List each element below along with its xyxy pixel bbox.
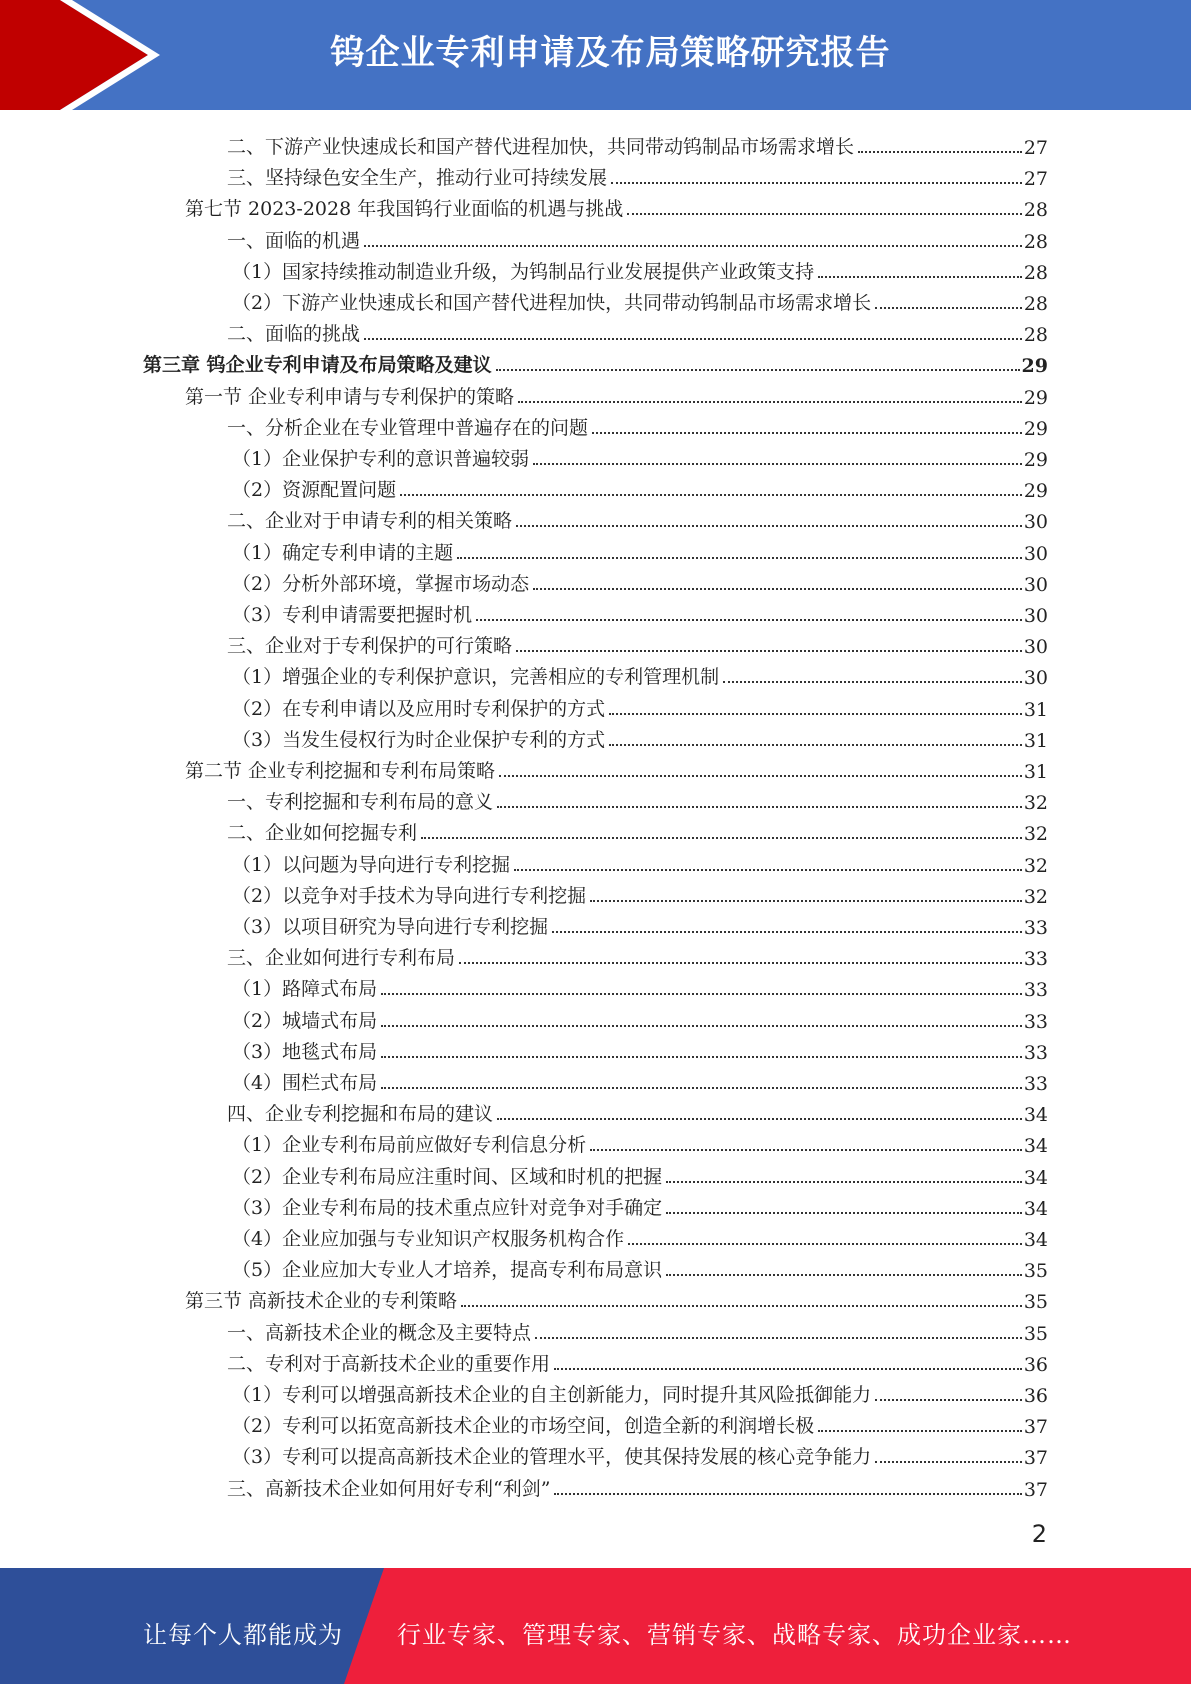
toc-dot-leader <box>818 275 1022 278</box>
toc-entry[interactable] <box>232 1251 1048 1282</box>
toc-entry[interactable] <box>232 471 1048 502</box>
toc-entry-page: 34 <box>1023 1229 1048 1251</box>
toc-entry-title: （3）地毯式布局 <box>232 1040 378 1063</box>
toc-entry[interactable] <box>232 1189 1048 1220</box>
toc-entry-page: 36 <box>1023 1385 1048 1407</box>
toc-entry[interactable] <box>232 596 1048 627</box>
toc-dot-leader <box>364 337 1022 340</box>
toc-entry[interactable] <box>232 658 1048 689</box>
toc-dot-leader <box>554 1367 1022 1370</box>
toc-entry-page: 35 <box>1023 1322 1048 1345</box>
footer-slogan-right: 行业专家、管理专家、营销专家、战略专家、成功企业家…… <box>397 1621 1072 1649</box>
toc-entry-page: 34 <box>1023 1104 1048 1127</box>
toc-dot-leader <box>818 1429 1022 1432</box>
toc-entry[interactable] <box>185 190 1048 221</box>
toc-entry-page: 28 <box>1023 324 1048 347</box>
toc-entry-page: 30 <box>1023 605 1048 627</box>
toc-entry-page: 27 <box>1023 168 1048 191</box>
toc-dot-leader <box>533 462 1022 465</box>
toc-entry-page: 28 <box>1023 261 1048 284</box>
toc-entry[interactable] <box>185 752 1048 783</box>
toc-entry-title: 第七节 2023-2028 年我国钨行业面临的机遇与挑战 <box>185 198 624 221</box>
toc-dot-leader <box>497 805 1022 808</box>
toc-entry-title: 三、企业对于专利保护的可行策略 <box>227 635 513 658</box>
toc-entry[interactable] <box>227 627 1048 658</box>
toc-entry-title: 一、专利挖掘和专利布局的意义 <box>227 791 494 814</box>
toc-entry[interactable] <box>227 1345 1048 1376</box>
toc-dot-leader <box>476 618 1022 621</box>
toc-entry-page: 34 <box>1023 1135 1048 1158</box>
toc-entry-title: 三、高新技术企业如何用好专利“利剑” <box>227 1477 551 1500</box>
toc-dot-leader <box>496 368 1020 371</box>
toc-entry-title: 一、面临的机遇 <box>227 229 361 252</box>
toc-entry-page: 29 <box>1023 386 1048 409</box>
toc-entry[interactable] <box>143 346 1048 377</box>
toc-entry-page: 30 <box>1023 636 1048 659</box>
toc-entry-title: （5）企业应加大专业人才培养，提高专利布局意识 <box>232 1259 663 1282</box>
toc-entry-title: （2）企业专利布局应注重时间、区域和时机的把握 <box>232 1165 663 1188</box>
toc-dot-leader <box>554 1492 1021 1495</box>
toc-entry-title: （2）城墙式布局 <box>232 1009 378 1032</box>
toc-entry-title: 第三章 钨企业专利申请及布局策略及建议 <box>143 354 492 377</box>
toc-dot-leader <box>592 431 1022 434</box>
toc-entry-title: 四、企业专利挖掘和布局的建议 <box>227 1103 494 1126</box>
toc-entry-page: 30 <box>1023 667 1048 690</box>
toc-dot-leader <box>611 181 1022 184</box>
toc-dot-leader <box>590 1148 1022 1151</box>
toc-entry-title: （2）分析外部环境，掌握市场动态 <box>232 572 530 595</box>
toc-entry[interactable] <box>227 409 1048 440</box>
toc-entry-page: 28 <box>1023 230 1048 253</box>
toc-entry-page: 32 <box>1023 792 1048 815</box>
toc-entry[interactable] <box>232 284 1048 315</box>
toc-entry[interactable] <box>232 1033 1048 1064</box>
toc-entry-title: （2）专利可以拓宽高新技术企业的市场空间，创造全新的利润增长极 <box>232 1415 815 1438</box>
toc-entry-page: 33 <box>1023 917 1048 939</box>
toc-entry-page: 29 <box>1023 449 1048 471</box>
toc-entry-title: （1）路障式布局 <box>232 978 378 1001</box>
toc-dot-leader <box>381 1024 1022 1027</box>
toc-entry[interactable] <box>227 939 1048 970</box>
footer-slogan-left: 让每个人都能成为 <box>143 1621 343 1649</box>
toc-entry-page: 29 <box>1021 355 1048 378</box>
toc-dot-leader <box>497 1117 1022 1120</box>
toc-entry-title: 二、专利对于高新技术企业的重要作用 <box>227 1352 551 1375</box>
toc-dot-leader <box>627 212 1022 215</box>
toc-entry-title: （2）下游产业快速成长和国产替代进程加快，共同带动钨制品市场需求增长 <box>232 292 872 314</box>
toc-entry-page: 32 <box>1023 854 1048 877</box>
toc-entry-page: 31 <box>1023 698 1048 721</box>
toc-entry-page: 30 <box>1023 511 1048 534</box>
toc-entry-page: 28 <box>1023 293 1048 315</box>
toc-dot-leader <box>516 524 1022 527</box>
toc-entry-title: （1）企业保护专利的意识普遍较弱 <box>232 448 530 470</box>
toc-entry[interactable] <box>232 970 1048 1001</box>
toc-entry-title: （2）以竞争对手技术为导向进行专利挖掘 <box>232 884 587 907</box>
toc-entry[interactable] <box>227 315 1048 346</box>
toc-dot-leader <box>421 836 1022 839</box>
toc-entry[interactable] <box>227 159 1048 190</box>
toc-entry-title: （1）专利可以增强高新技术企业的自主创新能力，同时提升其风险抵御能力 <box>232 1384 872 1406</box>
toc-entry[interactable] <box>227 783 1048 814</box>
toc-dot-leader <box>875 1460 1022 1463</box>
toc-dot-leader <box>457 556 1022 559</box>
toc-entry[interactable] <box>232 690 1048 721</box>
toc-entry[interactable] <box>227 1095 1048 1126</box>
toc-entry-title: （3）专利申请需要把握时机 <box>232 604 473 626</box>
toc-entry-title: （3）企业专利布局的技术重点应针对竞争对手确定 <box>232 1196 663 1219</box>
toc-entry-page: 29 <box>1023 417 1048 440</box>
toc-dot-leader <box>590 899 1022 902</box>
toc-entry[interactable] <box>227 128 1048 159</box>
toc-entry[interactable] <box>185 1282 1048 1313</box>
toc-entry[interactable] <box>232 1126 1048 1157</box>
toc-entry[interactable] <box>227 814 1048 845</box>
toc-entry-page: 33 <box>1023 1073 1048 1095</box>
toc-entry[interactable] <box>232 1064 1048 1095</box>
toc-entry-page: 27 <box>1023 137 1048 159</box>
toc-entry-title: （2）在专利申请以及应用时专利保护的方式 <box>232 697 606 720</box>
toc-dot-leader <box>381 1055 1022 1058</box>
toc-entry-page: 34 <box>1023 1166 1048 1189</box>
toc-dot-leader <box>400 493 1022 496</box>
toc-entry-page: 33 <box>1023 979 1048 1002</box>
toc-entry[interactable] <box>232 877 1048 908</box>
toc-entry[interactable] <box>232 1407 1048 1438</box>
toc-entry[interactable] <box>227 222 1048 253</box>
toc-entry-page: 31 <box>1023 761 1048 783</box>
toc-entry[interactable] <box>185 378 1048 409</box>
toc-entry-page: 33 <box>1023 948 1048 971</box>
toc-entry[interactable] <box>227 1470 1048 1501</box>
toc-entry-title: （3）以项目研究为导向进行专利挖掘 <box>232 916 549 938</box>
toc-entry-title: （1）增强企业的专利保护意识，完善相应的专利管理机制 <box>232 666 720 689</box>
toc-dot-leader <box>381 1086 1022 1089</box>
toc-entry-title: 二、企业对于申请专利的相关策略 <box>227 510 513 533</box>
toc-entry-page: 31 <box>1023 729 1048 752</box>
toc-entry-title: 一、分析企业在专业管理中普遍存在的问题 <box>227 416 589 439</box>
toc-dot-leader <box>609 743 1022 746</box>
toc-dot-leader <box>381 992 1022 995</box>
toc-entry-page: 29 <box>1023 480 1048 503</box>
toc-entry-page: 32 <box>1023 885 1048 908</box>
toc-dot-leader <box>875 306 1022 309</box>
toc-entry-title: 二、面临的挑战 <box>227 323 361 346</box>
toc-entry-page: 32 <box>1023 823 1048 846</box>
toc-dot-leader <box>666 1273 1022 1276</box>
toc-entry[interactable] <box>232 253 1048 284</box>
toc-entry[interactable] <box>232 721 1048 752</box>
toc-entry-page: 30 <box>1023 542 1048 565</box>
toc-dot-leader <box>516 649 1022 652</box>
toc-entry-page: 37 <box>1023 1447 1048 1470</box>
toc-dot-leader <box>461 1304 1022 1307</box>
toc-dot-leader <box>609 712 1022 715</box>
toc-entry-page: 33 <box>1023 1041 1048 1064</box>
report-title: 钨企业专利申请及布局策略研究报告 <box>330 33 891 73</box>
toc-entry-title: 三、企业如何进行专利布局 <box>227 947 456 970</box>
toc-entry-page: 37 <box>1023 1478 1048 1501</box>
toc-entry[interactable] <box>232 1002 1048 1033</box>
toc-entry-title: （1）以问题为导向进行专利挖掘 <box>232 853 511 876</box>
toc-entry-title: （4）企业应加强与专业知识产权服务机构合作 <box>232 1228 625 1250</box>
toc-dot-leader <box>723 680 1022 683</box>
toc-entry-page: 37 <box>1023 1416 1048 1439</box>
toc-dot-leader <box>628 1242 1022 1245</box>
toc-entry-title: 三、坚持绿色安全生产，推动行业可持续发展 <box>227 167 608 190</box>
toc-entry-page: 36 <box>1023 1353 1048 1376</box>
toc-entry-page: 33 <box>1023 1010 1048 1033</box>
toc-dot-leader <box>666 1211 1022 1214</box>
toc-dot-leader <box>518 400 1022 403</box>
toc-entry-title: 第一节 企业专利申请与专利保护的策略 <box>185 385 515 408</box>
toc-entry-title: （2）资源配置问题 <box>232 479 397 502</box>
page-header <box>0 0 1191 110</box>
toc-entry-title: （3）专利可以提高高新技术企业的管理水平，使其保持发展的核心竞争能力 <box>232 1446 872 1469</box>
toc-dot-leader <box>499 774 1022 777</box>
toc-entry-title: （3）当发生侵权行为时企业保护专利的方式 <box>232 728 606 751</box>
toc-entry[interactable] <box>232 1220 1048 1251</box>
toc-entry-page: 35 <box>1023 1291 1048 1314</box>
toc-dot-leader <box>552 930 1022 933</box>
toc-entry-title: （1）企业专利布局前应做好专利信息分析 <box>232 1134 587 1157</box>
toc-entry-title: （1）国家持续推动制造业升级，为钨制品行业发展提供产业政策支持 <box>232 260 815 283</box>
toc-dot-leader <box>533 587 1022 590</box>
toc-entry[interactable] <box>232 1438 1048 1469</box>
toc-entry-title: 一、高新技术企业的概念及主要特点 <box>227 1321 532 1344</box>
toc-entry[interactable] <box>232 908 1048 939</box>
toc-entry[interactable] <box>232 440 1048 471</box>
toc-entry[interactable] <box>232 1158 1048 1189</box>
toc-dot-leader <box>666 1180 1022 1183</box>
toc-entry[interactable] <box>232 565 1048 596</box>
toc-dot-leader <box>514 868 1022 871</box>
toc-entry[interactable] <box>232 1376 1048 1407</box>
toc-entry-page: 34 <box>1023 1197 1048 1220</box>
toc-entry-title: 二、下游产业快速成长和国产替代进程加快，共同带动钨制品市场需求增长 <box>227 136 855 158</box>
toc-dot-leader <box>535 1336 1022 1339</box>
toc-dot-leader <box>364 244 1022 247</box>
page-number: 2 <box>1031 1520 1047 1548</box>
toc-entry-title: （4）围栏式布局 <box>232 1072 378 1094</box>
toc-entry-title: （1）确定专利申请的主题 <box>232 541 454 564</box>
toc-entry[interactable] <box>227 1314 1048 1345</box>
toc-dot-leader <box>459 961 1022 964</box>
toc-dot-leader <box>858 150 1022 153</box>
toc-entry-title: 第二节 企业专利挖掘和专利布局策略 <box>185 760 496 782</box>
toc-entry-page: 35 <box>1023 1260 1048 1283</box>
toc-entry[interactable] <box>232 534 1048 565</box>
toc-entry[interactable] <box>227 502 1048 533</box>
toc-entry-page: 28 <box>1023 199 1048 222</box>
toc-entry-page: 30 <box>1023 573 1048 596</box>
toc-dot-leader <box>875 1398 1022 1401</box>
toc-entry-title: 二、企业如何挖掘专利 <box>227 822 418 845</box>
toc-entry[interactable] <box>232 846 1048 877</box>
toc-entry-title: 第三节 高新技术企业的专利策略 <box>185 1290 458 1313</box>
